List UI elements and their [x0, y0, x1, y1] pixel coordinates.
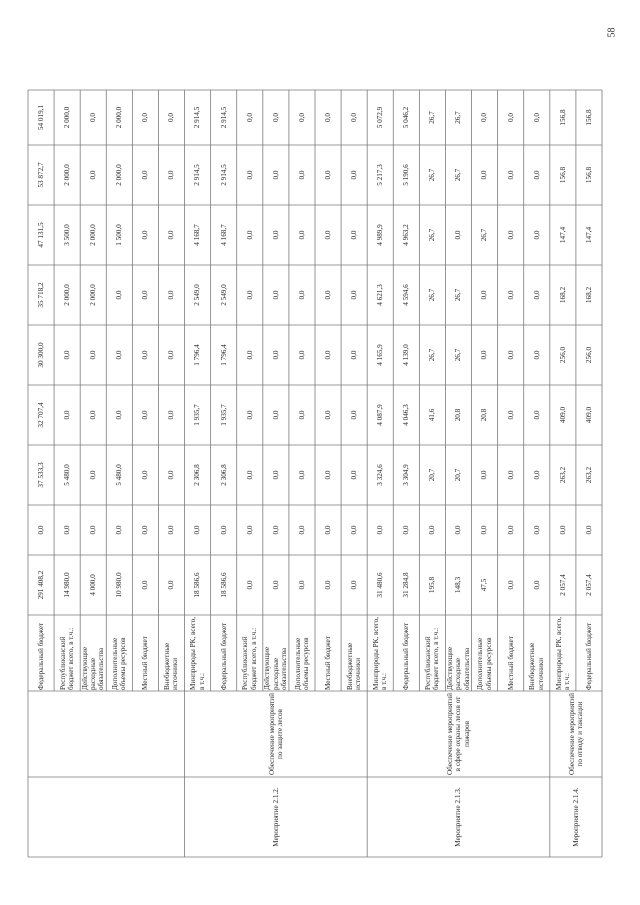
value-cell: 2 000,0	[89, 224, 98, 246]
value-cell: 0,0	[245, 470, 254, 480]
value-cell: 156,8	[558, 166, 567, 184]
value-cell: 4 963,2	[402, 224, 411, 246]
value-cell: 1 500,0	[115, 224, 124, 246]
funding-source: Федеральный бюджет	[584, 622, 593, 690]
value-cell: 0,0	[428, 525, 437, 535]
value-cell: 26,7	[454, 111, 463, 124]
value-cell: 0,0	[506, 170, 515, 180]
value-cell: 0,0	[219, 525, 228, 535]
value-cell: 0,0	[115, 290, 124, 300]
value-cell: 0,0	[349, 580, 358, 590]
funding-source: Внебюджетные источники	[163, 642, 180, 690]
value-cell: 14 980,0	[62, 572, 71, 598]
value-cell: 4 000,0	[89, 574, 98, 596]
value-cell: 0,0	[402, 525, 411, 535]
value-cell: 2 306,8	[219, 464, 228, 486]
value-cell: 168,2	[584, 286, 593, 304]
value-cell: 0,0	[532, 230, 541, 240]
value-cell: 0,0	[167, 230, 176, 240]
value-cell: 0,0	[349, 470, 358, 480]
value-cell: 0,0	[245, 580, 254, 590]
value-cell: 0,0	[532, 170, 541, 180]
value-cell: 2 000,0	[62, 106, 71, 129]
value-cell: 0,0	[532, 470, 541, 480]
value-cell: 26,7	[428, 228, 437, 242]
value-cell: 26,7	[428, 348, 437, 362]
value-cell: 2 914,5	[193, 106, 202, 129]
value-cell: 0,0	[323, 290, 332, 300]
value-cell: 0,0	[506, 525, 515, 535]
value-cell: 0,0	[323, 470, 332, 480]
value-cell: 0,0	[271, 470, 280, 480]
value-cell: 0,0	[532, 290, 541, 300]
value-cell: 0,0	[245, 525, 254, 535]
value-cell: 0,0	[506, 410, 515, 420]
value-cell: 0,0	[506, 350, 515, 360]
value-cell: 0,0	[89, 113, 98, 122]
value-cell: 147,4	[558, 226, 567, 244]
value-cell: 10 980,0	[115, 572, 124, 598]
value-cell: 0,0	[506, 470, 515, 480]
value-cell: 5 072,9	[376, 106, 385, 129]
value-cell: 0,0	[167, 113, 176, 122]
value-cell: 4 165,9	[376, 344, 385, 366]
value-cell: 0,0	[89, 470, 98, 480]
value-cell: 0,0	[141, 230, 150, 240]
value-cell: 31 480,6	[376, 572, 385, 598]
value-cell: 41,6	[428, 408, 437, 422]
value-cell: 32 707,4	[36, 402, 45, 428]
value-cell: 0,0	[297, 230, 306, 240]
value-cell: 4 139,0	[402, 344, 411, 366]
value-cell: 1 796,4	[193, 344, 202, 366]
value-cell: 0,0	[323, 350, 332, 360]
value-cell: 0,0	[62, 525, 71, 535]
funding-source: Дополнительные объемы ресурсов	[476, 637, 493, 690]
funding-source: Минприроды РК, всего, в т.ч.:	[371, 617, 389, 690]
value-cell: 0,0	[349, 290, 358, 300]
value-cell: 53 872,7	[36, 162, 45, 188]
value-cell: 0,0	[323, 230, 332, 240]
measure-number: Мероприятие 2.1.3.	[454, 787, 463, 847]
value-cell: 37 533,3	[36, 462, 45, 488]
value-cell: 26,7	[454, 348, 463, 362]
value-cell: 0,0	[297, 525, 306, 535]
funding-source: Республиканский бюджет всего, в т.ч.:	[424, 627, 441, 690]
measure-name	[28, 691, 185, 777]
funding-source: Минприроды РК, всего, в т.ч.:	[189, 617, 206, 690]
value-cell: 0,0	[323, 410, 332, 420]
value-cell: 263,2	[558, 466, 567, 484]
funding-source: Местный бюджет	[506, 636, 515, 690]
value-cell: 0,0	[271, 290, 280, 300]
value-cell: 0,0	[271, 410, 280, 420]
value-cell: 4 168,7	[219, 224, 228, 246]
value-cell: 0,0	[167, 350, 176, 360]
value-cell: 156,8	[584, 109, 593, 126]
value-cell: 0,0	[141, 113, 150, 122]
value-cell: 0,0	[349, 230, 358, 240]
value-cell: 0,0	[167, 410, 176, 420]
funding-source: Внебюджетные источники	[528, 642, 545, 690]
value-cell: 0,0	[480, 170, 489, 180]
measure-number: Мероприятие 2.1.4.	[571, 787, 580, 847]
value-cell: 256,0	[584, 346, 593, 364]
funding-source: Федеральный бюджет	[36, 622, 45, 690]
measure-name: Обеспечение мероприятий в сфере охраны лесов от пожаров	[446, 693, 471, 776]
value-cell: 2 057,4	[584, 574, 593, 596]
value-cell: 2 000,0	[62, 164, 71, 186]
value-cell: 0,0	[271, 230, 280, 240]
funding-source: Внебюджетные источники	[345, 642, 363, 690]
value-cell: 0,0	[323, 113, 332, 122]
value-cell: 0,0	[558, 525, 567, 535]
value-cell: 5 046,2	[402, 106, 411, 129]
value-cell: 0,0	[271, 525, 280, 535]
value-cell: 0,0	[584, 525, 593, 535]
funding-source: Действующие расходные обязательства	[80, 646, 106, 690]
value-cell: 0,0	[89, 350, 98, 360]
value-cell: 1 796,4	[219, 344, 228, 366]
value-cell: 0,0	[506, 230, 515, 240]
value-cell: 0,0	[245, 410, 254, 420]
page-number: 58	[606, 27, 618, 38]
value-cell: 156,8	[584, 166, 593, 184]
value-cell: 30 300,0	[36, 342, 45, 368]
value-cell: 0,0	[532, 580, 541, 590]
value-cell: 4 087,9	[376, 404, 385, 426]
value-cell: 2 914,5	[219, 106, 228, 129]
value-cell: 0,0	[532, 525, 541, 535]
value-cell: 0,0	[141, 470, 150, 480]
value-cell: 31 284,8	[402, 572, 411, 598]
value-cell: 0,0	[141, 290, 150, 300]
value-cell: 0,0	[141, 170, 150, 180]
value-cell: 18 586,6	[219, 572, 228, 598]
value-cell: 26,7	[480, 228, 489, 242]
value-cell: 4 594,6	[402, 284, 411, 306]
value-cell: 0,0	[297, 410, 306, 420]
value-cell: 0,0	[167, 290, 176, 300]
value-cell: 0,0	[506, 290, 515, 300]
value-cell: 0,0	[167, 525, 176, 535]
value-cell: 0,0	[454, 230, 463, 240]
value-cell: 147,4	[584, 226, 593, 244]
value-cell: 47 131,5	[36, 222, 45, 248]
value-cell: 0,0	[297, 580, 306, 590]
value-cell: 256,0	[558, 346, 567, 364]
value-cell: 4 168,7	[193, 224, 202, 246]
value-cell: 0,0	[532, 350, 541, 360]
value-cell: 18 586,6	[193, 572, 202, 598]
value-cell: 26,7	[454, 288, 463, 302]
value-cell: 0,0	[506, 580, 515, 590]
value-cell: 47,5	[480, 578, 489, 592]
value-cell: 409,0	[558, 406, 567, 424]
value-cell: 0,0	[141, 580, 150, 590]
value-cell: 168,2	[558, 286, 567, 304]
funding-source: Федеральный бюджет	[402, 622, 411, 690]
value-cell: 0,0	[115, 410, 124, 420]
value-cell: 2 306,8	[193, 464, 202, 486]
value-cell: 2 000,0	[62, 284, 71, 306]
measure-name: Обеспечение мероприятий по защите лесов	[267, 693, 284, 776]
funding-source: Местный бюджет	[141, 636, 150, 690]
value-cell: 3 304,9	[402, 464, 411, 486]
value-cell: 2 914,5	[219, 164, 228, 186]
value-cell: 0,0	[349, 350, 358, 360]
value-cell: 0,0	[89, 525, 98, 535]
value-cell: 4 046,3	[402, 404, 411, 426]
value-cell: 1 935,7	[193, 404, 202, 426]
value-cell: 0,0	[245, 350, 254, 360]
value-cell: 5 480,0	[62, 464, 71, 486]
value-cell: 0,0	[271, 350, 280, 360]
value-cell: 2 000,0	[115, 164, 124, 186]
value-cell: 26,7	[454, 168, 463, 182]
value-cell: 0,0	[62, 350, 71, 360]
funding-source: Республиканский бюджет всего, в т.ч.:	[241, 627, 258, 690]
value-cell: 2 549,0	[193, 284, 202, 306]
value-cell: 3 500,0	[62, 224, 71, 246]
measure-number	[28, 777, 185, 857]
value-cell: 0,0	[115, 350, 124, 360]
value-cell: 0,0	[62, 410, 71, 420]
value-cell: 0,0	[323, 170, 332, 180]
value-cell: 409,0	[584, 406, 593, 424]
value-cell: 0,0	[297, 290, 306, 300]
value-cell: 26,7	[428, 288, 437, 302]
value-cell: 20,8	[480, 408, 489, 422]
value-cell: 0,0	[297, 113, 306, 122]
value-cell: 4 989,9	[376, 224, 385, 246]
value-cell: 20,8	[454, 408, 463, 422]
value-cell: 0,0	[480, 290, 489, 300]
value-cell: 5 190,6	[402, 164, 411, 186]
value-cell: 0,0	[141, 525, 150, 535]
value-cell: 0,0	[323, 580, 332, 590]
value-cell: 0,0	[89, 170, 98, 180]
value-cell: 291 408,2	[36, 570, 45, 600]
funding-source: Дополнительные объемы ресурсов	[293, 637, 310, 690]
value-cell: 195,8	[428, 576, 437, 594]
value-cell: 0,0	[141, 350, 150, 360]
value-cell: 0,0	[297, 470, 306, 480]
value-cell: 0,0	[349, 170, 358, 180]
value-cell: 2 057,4	[558, 574, 567, 596]
value-cell: 0,0	[167, 470, 176, 480]
funding-source: Федеральный бюджет	[219, 622, 228, 690]
value-cell: 2 000,0	[89, 284, 98, 306]
funding-source: Действующие расходные обязательства	[263, 646, 288, 690]
value-cell: 20,7	[454, 468, 463, 482]
value-cell: 0,0	[167, 580, 176, 590]
value-cell: 0,0	[89, 410, 98, 420]
value-cell: 5 480,0	[115, 464, 124, 486]
value-cell: 0,0	[480, 350, 489, 360]
funding-source: Местный бюджет	[323, 636, 332, 690]
funding-source: Минприроды РК, всего, в т.ч.:	[554, 617, 571, 690]
value-cell: 0,0	[271, 580, 280, 590]
value-cell: 156,8	[558, 109, 567, 126]
value-cell: 1 935,7	[219, 404, 228, 426]
value-cell: 0,0	[532, 113, 541, 122]
value-cell: 263,2	[584, 466, 593, 484]
value-cell: 0,0	[297, 170, 306, 180]
funding-source: Действующие расходные обязательства	[446, 646, 471, 690]
value-cell: 0,0	[349, 410, 358, 420]
funding-source: Дополнительные объемы ресурсов	[111, 637, 128, 690]
value-cell: 0,0	[532, 410, 541, 420]
value-cell: 0,0	[271, 170, 280, 180]
value-cell: 0,0	[297, 350, 306, 360]
funding-source: Республиканский бюджет всего, в т.ч.:	[58, 627, 76, 690]
value-cell: 3 324,6	[376, 464, 385, 486]
value-cell: 0,0	[167, 170, 176, 180]
value-cell: 0,0	[480, 470, 489, 480]
value-cell: 0,0	[454, 525, 463, 535]
value-cell: 0,0	[349, 525, 358, 535]
value-cell: 2 914,5	[193, 164, 202, 186]
value-cell: 2 549,0	[219, 284, 228, 306]
value-cell: 0,0	[349, 113, 358, 122]
value-cell: 4 621,3	[376, 284, 385, 306]
value-cell: 0,0	[480, 525, 489, 535]
value-cell: 0,0	[115, 525, 124, 535]
value-cell: 0,0	[245, 170, 254, 180]
measure-number: Мероприятие 2.1.2.	[271, 787, 280, 847]
value-cell: 0,0	[323, 525, 332, 535]
value-cell: 2 000,0	[115, 106, 124, 129]
value-cell: 20,7	[428, 468, 437, 482]
value-cell: 0,0	[506, 113, 515, 122]
value-cell: 0,0	[480, 113, 489, 122]
value-cell: 0,0	[245, 290, 254, 300]
value-cell: 0,0	[36, 525, 45, 535]
value-cell: 0,0	[193, 525, 202, 535]
value-cell: 26,7	[428, 168, 437, 182]
value-cell: 5 217,3	[376, 164, 385, 186]
value-cell: 0,0	[245, 230, 254, 240]
value-cell: 26,7	[428, 111, 437, 124]
measure-name: Обеспечение мероприятий по отводу и таксации	[567, 693, 584, 776]
value-cell: 0,0	[141, 410, 150, 420]
value-cell: 54 019,1	[36, 104, 45, 131]
value-cell: 0,0	[245, 113, 254, 122]
value-cell: 148,3	[454, 576, 463, 594]
value-cell: 0,0	[271, 113, 280, 122]
value-cell: 35 718,2	[36, 282, 45, 308]
value-cell: 0,0	[376, 525, 385, 535]
